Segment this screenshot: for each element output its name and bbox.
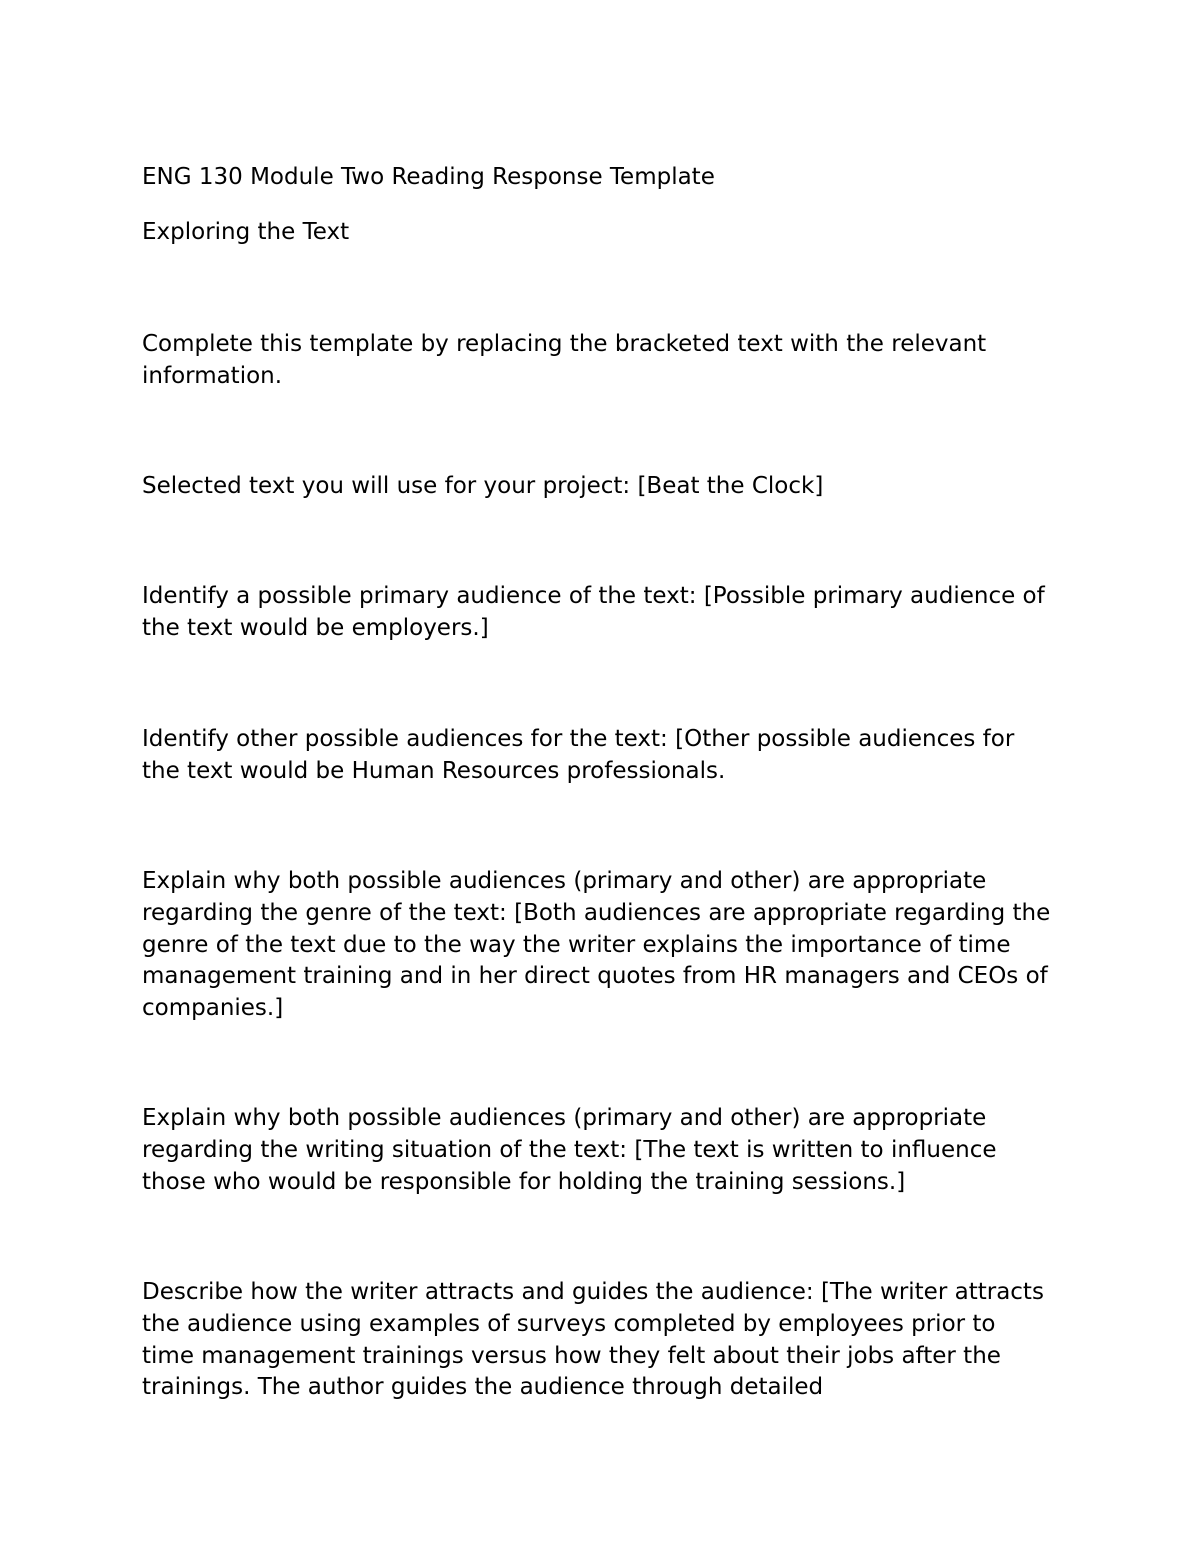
primary-audience-paragraph: Identify a possible primary audience of the text: [Possible primary audience of the text would be employers.]	[142, 583, 1045, 641]
attracts-guides-paragraph: Describe how the writer attracts and guides the audience: [The writer attracts the audience using examples of surveys completed by employees prior to time management trainings versus how they felt about their jobs after the trainings. The author guides the audience through detailed	[142, 1279, 1044, 1401]
genre-explanation-paragraph: Explain why both possible audiences (primary and other) are appropriate regarding the genre of the text: [Both audiences are appropriate regarding the genre of the text due to the way the writer explains the importance of time management training and in her direct quotes from HR managers and CEOs of companies.]	[142, 868, 1051, 1022]
instructions-paragraph: Complete this template by replacing the bracketed text with the relevant information.	[142, 331, 987, 389]
situation-explanation-paragraph: Explain why both possible audiences (primary and other) are appropriate regarding the writing situation of the text: [The text is written to influence those who would be responsible for holding the training sessions.]	[142, 1105, 997, 1195]
document-title: ENG 130 Module Two Reading Response Template	[142, 164, 715, 190]
selected-text-paragraph: Selected text you will use for your project: [Beat the Clock]	[142, 473, 824, 499]
other-audiences-paragraph: Identify other possible audiences for the text: [Other possible audiences for the text would be Human Resources professionals.	[142, 726, 1015, 784]
document-subtitle: Exploring the Text	[142, 219, 350, 245]
